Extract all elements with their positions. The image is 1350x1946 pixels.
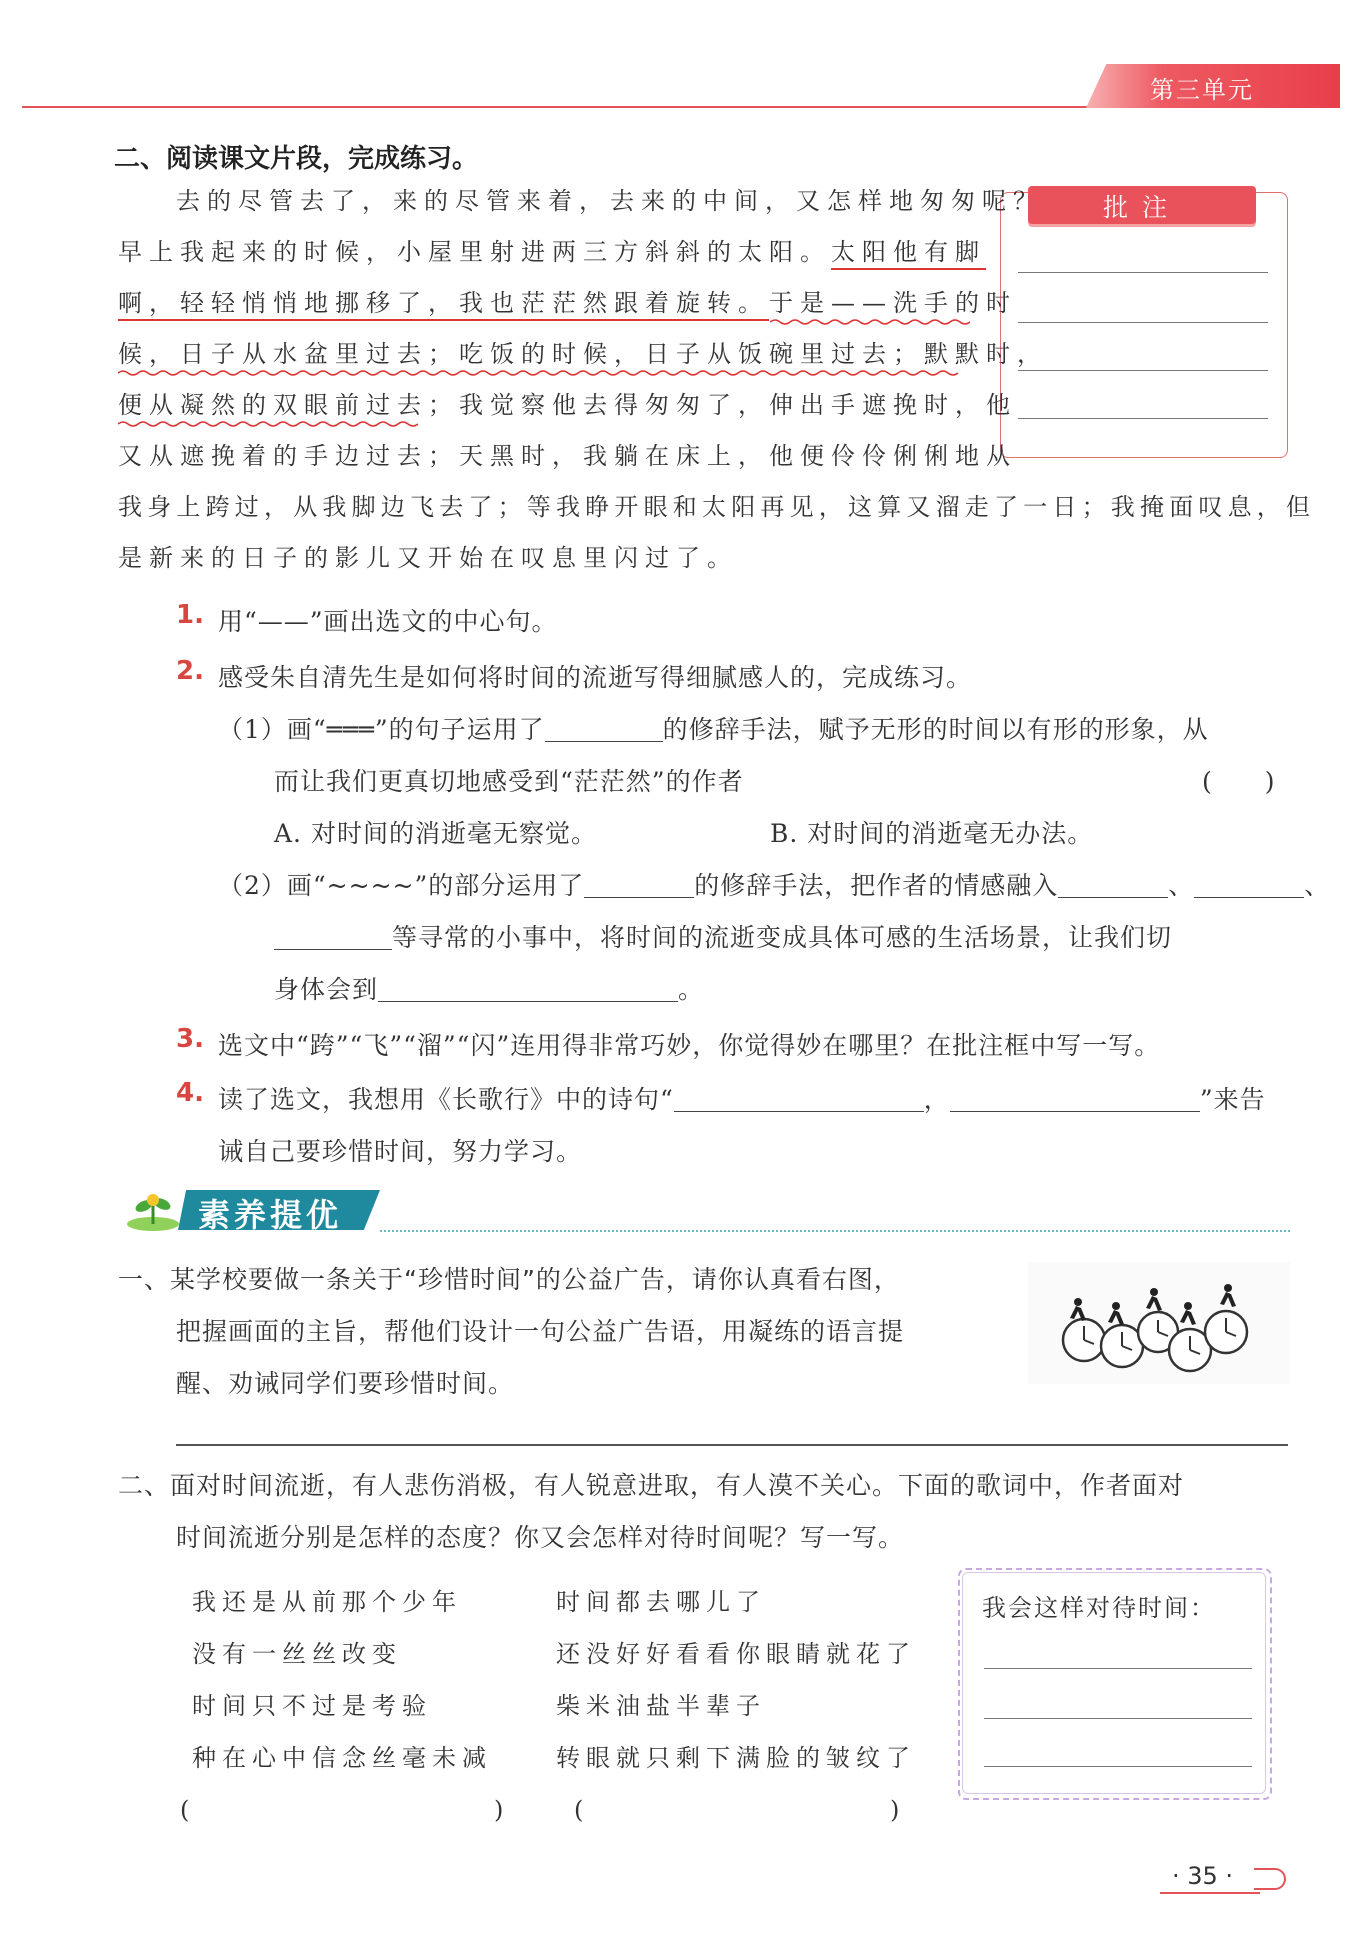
question-number: 2. (176, 656, 204, 686)
sprout-icon (124, 1190, 182, 1234)
sub-question-text: 。 (678, 975, 705, 1004)
sub-question-text: （2）画“~~~~”的部分运用了 (218, 871, 585, 900)
section-divider (380, 1230, 1290, 1232)
annotation-write-line[interactable] (1018, 418, 1268, 419)
option-b[interactable]: B. 对时间的消逝毫无办法。 (770, 819, 1094, 848)
answer-blank[interactable] (545, 715, 663, 742)
passage-sentence: 早上我起来的时候，小屋里射进两三方斜斜的太阳。 (118, 238, 831, 266)
option-a[interactable]: A. 对时间的消逝毫无察觉。 (274, 819, 597, 848)
page-number: · 35 · (1172, 1862, 1234, 1890)
write-line[interactable] (984, 1668, 1252, 1669)
question-text: 醒、劝诫同学们要珍惜时间。 (176, 1369, 515, 1398)
lyric-line: 我还是从前那个少年 (192, 1588, 462, 1616)
section-title: 二、阅读课文片段，完成练习。 (114, 144, 479, 174)
passage-line: 我身上跨过，从我脚边飞去了；等我睁开眼和太阳再见，这算又溜走了一日；我掩面叹息，但 (118, 493, 1316, 521)
running-clocks-icon (1028, 1262, 1290, 1384)
annotation-write-line[interactable] (1018, 370, 1268, 371)
write-box-label: 我会这样对待时间： (982, 1594, 1216, 1622)
question-text-part: ”来告 (1199, 1085, 1266, 1114)
question-text: 诫自己要珍惜时间，努力学习。 (218, 1137, 583, 1166)
lyric-line: 转眼就只剩下满脸的皱纹了 (556, 1744, 916, 1772)
answer-blank[interactable] (1194, 871, 1304, 898)
answer-blank[interactable] (1058, 871, 1168, 898)
lyric-line: 时间只不过是考验 (192, 1692, 432, 1720)
lyric-line: 种在心中信念丝毫未减 (192, 1744, 492, 1772)
question-text: 选文中“跨”“飞”“溜”“闪”连用得非常巧妙，你觉得妙在哪里？在批注框中写一写。 (218, 1031, 1161, 1060)
write-line[interactable] (984, 1718, 1252, 1719)
sub-question (274, 970, 704, 1006)
answer-line[interactable] (176, 1444, 1288, 1446)
question-text-part: 读了选文，我想用《长歌行》中的诗句“ (218, 1085, 674, 1114)
simile-sentence: 太阳他有脚 (831, 238, 986, 270)
passage-sentence: 便从凝然的双眼前过去； (118, 391, 459, 419)
lyric-line: 柴米油盐半辈子 (556, 1692, 766, 1720)
question-text: 用“——”画出选文的中心句。 (218, 607, 558, 636)
answer-blank[interactable] (274, 923, 392, 950)
sub-question-text: （1）画“═══”的句子运用了 (218, 715, 545, 744)
question-number: 3. (176, 1024, 204, 1054)
annotation-write-line[interactable] (1018, 322, 1268, 323)
lyric-line: 时间都去哪儿了 (556, 1588, 766, 1616)
separator: ， (923, 1085, 950, 1114)
question-text: 时间流逝分别是怎样的态度？你又会怎样对待时间呢？写一写。 (176, 1523, 905, 1552)
question-text: 一、某学校要做一条关于“珍惜时间”的公益广告，请你认真看右图， (118, 1265, 900, 1294)
question-text: 感受朱自清先生是如何将时间的流逝写得细腻感人的，完成练习。 (218, 663, 973, 692)
sub-question-text: 的修辞手法，赋予无形的时间以有形的形象，从 (662, 715, 1209, 744)
attitude-paren-open[interactable]: ( (574, 1796, 584, 1824)
passage-line: 去的尽管去了，来的尽管来着，去来的中间，又怎样地匆匆呢？ (176, 187, 1044, 215)
lyric-line: 还没好好看看你眼睛就花了 (556, 1640, 916, 1668)
passage-line: 候，日子从水盆里过去；吃饭的时候，日子从饭碗里过去；默默时， (118, 340, 1048, 368)
choice-paren[interactable]: ( ) (1202, 767, 1276, 796)
passage-line (118, 227, 986, 278)
annotation-label: 批注 (1102, 193, 1181, 222)
clock-illustration (1028, 1262, 1290, 1384)
page-number-underline (1160, 1892, 1260, 1894)
answer-blank[interactable] (950, 1085, 1200, 1112)
separator: 、 (1304, 871, 1331, 900)
annotation-write-line[interactable] (1018, 272, 1268, 273)
passage-line: 又从遮挽着的手边过去；天黑时，我躺在床上，他便伶伶俐俐地从 (118, 442, 1017, 470)
question-text (218, 1080, 1266, 1116)
separator: 、 (1168, 871, 1195, 900)
passage-line: 是新来的日子的影儿又开始在叹息里闪过了。 (118, 544, 738, 572)
answer-blank[interactable] (378, 975, 678, 1002)
wavy-underline (118, 369, 968, 377)
wavy-underline (118, 420, 418, 428)
sub-question-text: 的修辞手法，把作者的情感融入 (694, 871, 1059, 900)
attitude-paren-open[interactable]: ( (180, 1796, 190, 1824)
question-text: 把握画面的主旨，帮他们设计一句公益广告语，用凝练的语言提 (176, 1317, 905, 1346)
page-number-decoration (1254, 1868, 1286, 1890)
sub-question-text: 身体会到 (274, 975, 379, 1004)
answer-blank[interactable] (584, 871, 694, 898)
question-number: 4. (176, 1078, 204, 1108)
sub-question-text: 而让我们更真切地感受到“茫茫然”的作者 (274, 767, 744, 796)
attitude-paren-close: ) (494, 1796, 504, 1824)
answer-blank[interactable] (674, 1085, 924, 1112)
sub-question (218, 866, 1330, 902)
unit-label: 第三单元 (1150, 76, 1254, 104)
question-text: 二、面对时间流逝，有人悲伤消极，有人锐意进取，有人漠不关心。下面的歌词中，作者面对 (118, 1471, 1185, 1500)
section-banner-label: 素养提优 (198, 1196, 343, 1234)
question-number: 1. (176, 600, 204, 630)
sub-question (274, 918, 1172, 954)
sub-question-text: 等寻常的小事中，将时间的流逝变成具体可感的生活场景，让我们切 (392, 923, 1173, 952)
passage-sentence: 于是——洗手的时 (769, 289, 1017, 317)
simile-sentence: 啊，轻轻悄悄地挪移了，我也茫茫然跟着旋转。 (118, 289, 769, 321)
write-line[interactable] (984, 1766, 1252, 1767)
lyric-line: 没有一丝丝改变 (192, 1640, 402, 1668)
attitude-paren-close: ) (890, 1796, 900, 1824)
passage-sentence: 我觉察他去得匆匆了，伸出手遮挽时，他 (459, 391, 1017, 419)
sub-question (218, 710, 1209, 746)
wavy-underline (770, 318, 970, 326)
